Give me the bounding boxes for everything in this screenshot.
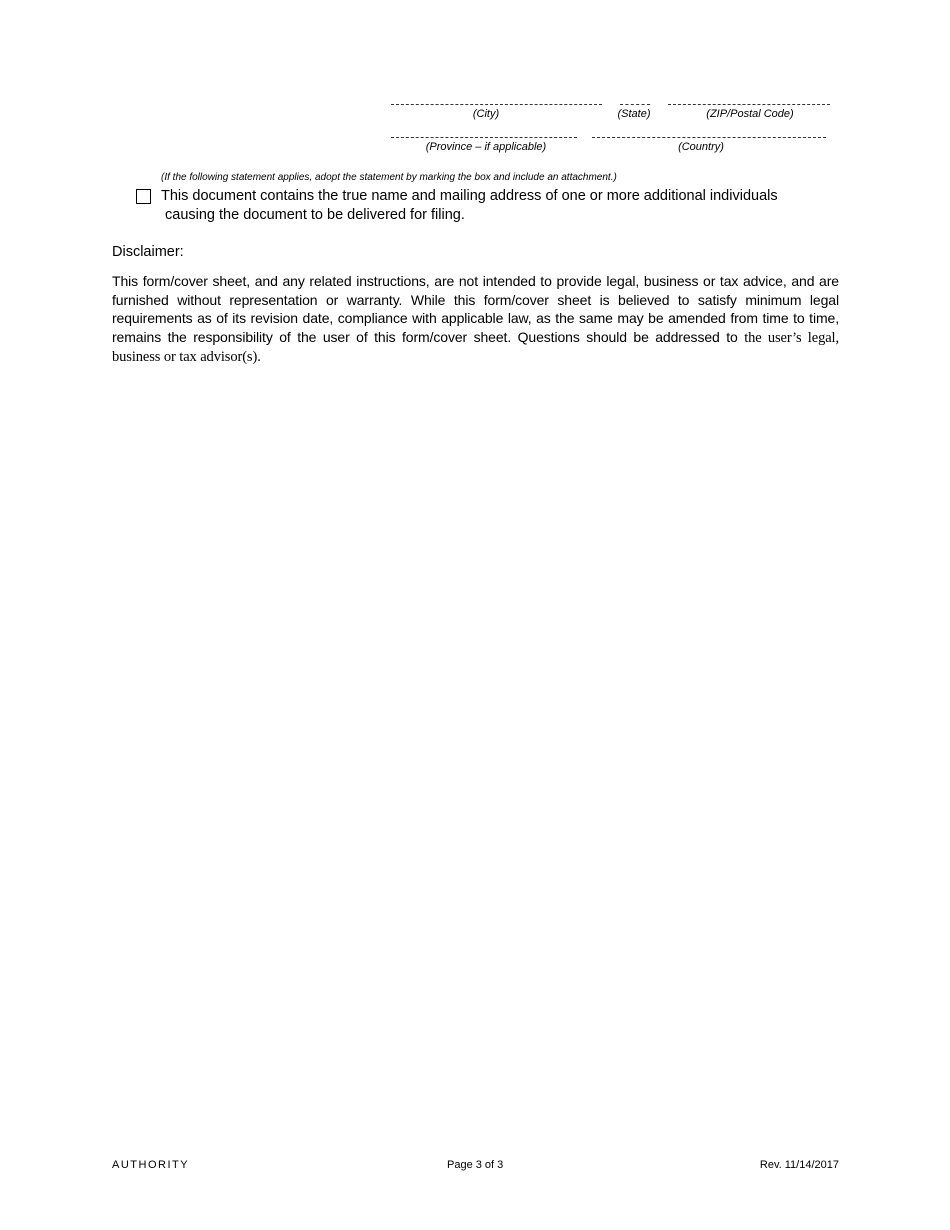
disclaimer-text: This form/cover sheet, and any related instructions, are not intended to provide legal, business or tax advice, and are furnished without representation or warranty. While this form/cover sheet is believed to satisfy minimum legal requirements as of its revision date, compliance with applicable law, as the same may be amended from time to time, remains the responsibility of the user of this form/cover sheet. Questions should be addressed to [112, 273, 839, 345]
state-input-line[interactable] [620, 104, 650, 105]
attachment-instruction: (If the following statement applies, adopt the statement by marking the box and include an attachment.) [161, 172, 617, 183]
statement-line-1: This document contains the true name and mailing address of one or more additional individuals [161, 188, 778, 204]
disclaimer-body [112, 272, 839, 367]
city-input-line[interactable] [391, 104, 602, 105]
statement-line-2: causing the document to be delivered for filing. [165, 207, 465, 223]
city-label: (City) [472, 108, 500, 120]
province-input-line[interactable] [391, 137, 577, 138]
state-label: (State) [617, 108, 651, 120]
footer-authority: AUTHORITY [112, 1159, 190, 1171]
additional-individuals-checkbox[interactable] [136, 189, 151, 204]
disclaimer-text-tail: the user’s legal, business or tax advisor(s). [112, 329, 840, 365]
zip-input-line[interactable] [668, 104, 830, 105]
zip-label: (ZIP/Postal Code) [706, 108, 794, 120]
disclaimer-heading: Disclaimer: [112, 244, 184, 260]
additional-individuals-statement [161, 187, 811, 225]
footer-revision: Rev. 11/14/2017 [759, 1159, 839, 1171]
country-label: (Country) [678, 141, 724, 153]
footer-page-number: Page 3 of 3 [447, 1159, 504, 1171]
province-label: (Province – if applicable) [425, 141, 547, 153]
country-input-line[interactable] [592, 137, 826, 138]
